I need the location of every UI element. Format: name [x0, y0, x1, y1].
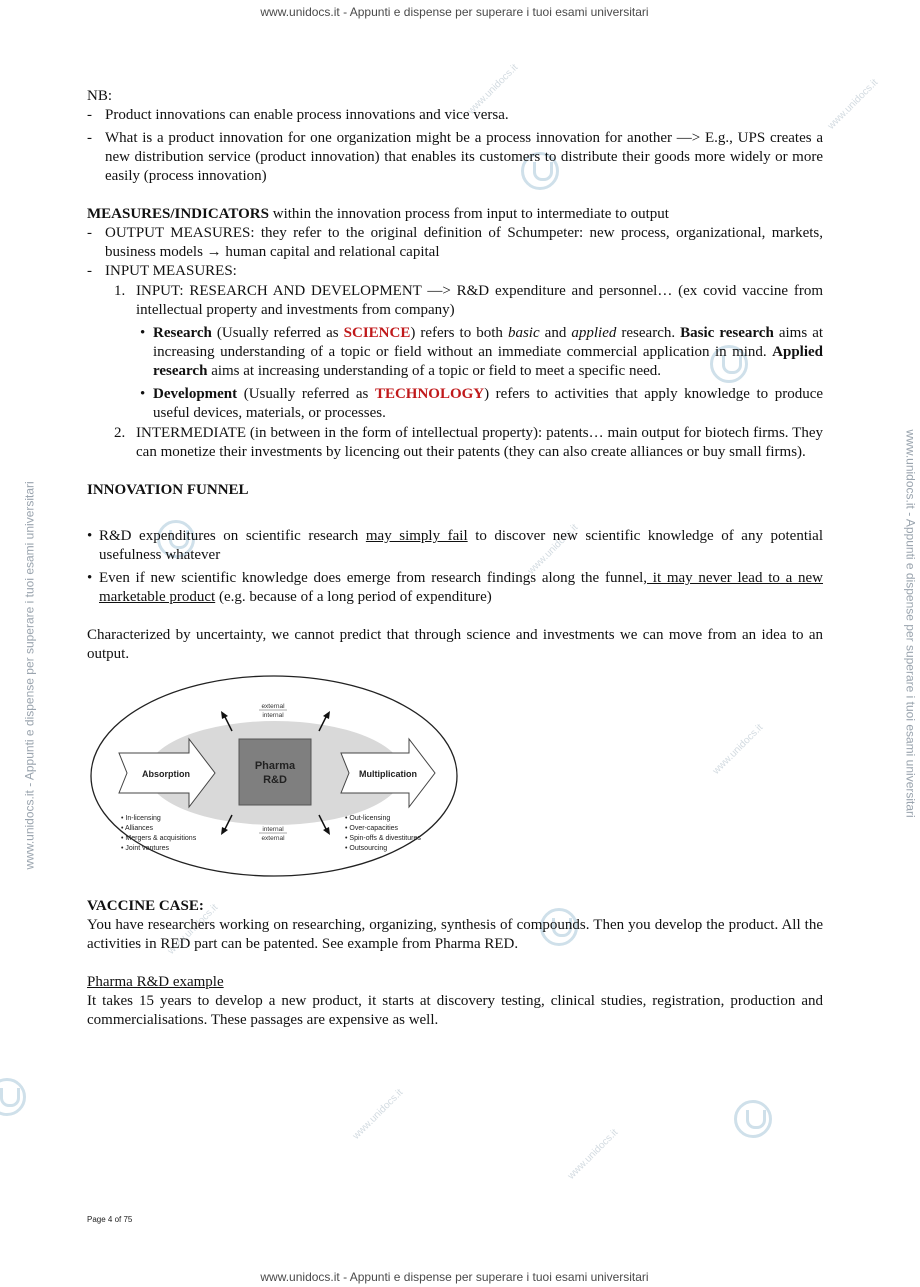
watermark-logo-icon	[734, 1100, 772, 1138]
center-label-line2: R&D	[263, 774, 287, 786]
list-item: - OUTPUT MEASURES: they refer to the original definition of Schumpeter: new process, organizational, markets, business models → human capital and relational capital	[87, 225, 823, 260]
pharma-example-heading: Pharma R&D example	[87, 974, 224, 990]
diagonal-watermark: www.unidocs.it	[165, 902, 221, 957]
absorption-label: Absorption	[142, 769, 190, 779]
diagonal-watermark: www.unidocs.it	[525, 522, 581, 577]
watermark-logo-icon	[0, 1078, 26, 1116]
right-list-item: • Spin-offs & divestitures	[345, 835, 421, 842]
list-item: - What is a product innovation for one organization might be a process innovation for another —> E.g., UPS creates a new distribution service (product innovation) that enables its customers to distribute their goods more widely or more easily (process innovation)	[87, 130, 823, 184]
label-external-top: external	[261, 703, 285, 710]
list-item: - Product innovations can enable process innovations and vice versa.	[87, 107, 509, 123]
right-list-item: • Out-licensing	[345, 815, 391, 822]
side-watermark-right: www.unidocs.it - Appunti e dispense per superare i tuoi esami universitari	[903, 429, 918, 818]
page-header: www.unidocs.it - Appunti e dispense per superare i tuoi esami universitari	[260, 5, 649, 19]
left-list-item: • Mergers & acquisitions	[121, 835, 197, 842]
development-bullet: • Development (Usually referred as TECHNOLOGY) refers to activities that apply knowledge to produce useful devices, materials, or processes.	[140, 386, 824, 421]
left-list-item: • Joint ventures	[121, 845, 169, 852]
research-bullet: • Research (Usually referred as SCIENCE) refers to both basic and applied research. Basic research aims at increasing understanding of a topic or field without an immediate commercial application in mind. Applied research aims at increasing understanding of a topic or field to meet a specific need.	[140, 325, 824, 379]
left-list-item: • In-licensing	[121, 815, 161, 822]
diagonal-watermark: www.unidocs.it	[565, 1127, 621, 1182]
center-label-line1: Pharma	[254, 760, 296, 772]
right-list-item: • Outsourcing	[345, 845, 388, 852]
diagonal-watermark: www.unidocs.it	[710, 722, 766, 777]
right-list-item: • Over-capacities	[345, 825, 399, 832]
diagonal-watermark: www.unidocs.it	[825, 77, 881, 132]
numbered-item: 1. INPUT: RESEARCH AND DEVELOPMENT —> R&D expenditure and personnel… (ex covid vaccine from intellectual property and investments from company)	[114, 283, 823, 318]
funnel-heading: INNOVATION FUNNEL	[87, 482, 249, 498]
page-footer: www.unidocs.it - Appunti e dispense per superare i tuoi esami universitari	[260, 1270, 649, 1284]
diagram-svg	[87, 673, 462, 883]
diagonal-watermark: www.unidocs.it	[350, 1087, 406, 1142]
page-number: Page 4 of 75	[87, 1215, 133, 1224]
multiplication-label: Multiplication	[359, 769, 417, 779]
left-list-item: • Alliances	[121, 825, 154, 832]
nb-title: NB:	[87, 88, 113, 104]
label-internal-top: internal	[262, 712, 284, 719]
diagonal-watermark: www.unidocs.it	[465, 62, 521, 117]
pharma-rd-diagram	[87, 673, 462, 883]
list-item: • Even if new scientific knowledge does emerge from research findings along the funnel, it may never lead to a new marketable product (e.g. because of a long period of expenditure)	[87, 570, 823, 605]
numbered-item: 2. INTERMEDIATE (in between in the form of intellectual property): patents… main output for biotech firms. They can monetize their investments by licencing out their patents (they can also create alliances or buy small firms).	[114, 425, 823, 460]
list-item: • R&D expenditures on scientific research may simply fail to discover new scientific knowledge of any potential usefulness whatever	[87, 528, 823, 563]
vaccine-heading: VACCINE CASE:	[87, 898, 204, 914]
pharma-example-paragraph: It takes 15 years to develop a new product, it starts at discovery testing, clinical studies, registration, production and commercialisations. These passages are expensive as well.	[87, 993, 823, 1028]
document-body	[87, 87, 823, 1030]
list-item: - INPUT MEASURES:	[87, 263, 237, 279]
side-watermark-left: www.unidocs.it - Appunti e dispense per superare i tuoi esami universitari	[22, 481, 37, 870]
funnel-paragraph: Characterized by uncertainty, we cannot predict that through science and investments we can move from an idea to an output.	[87, 627, 823, 662]
label-external-bottom: external	[261, 835, 285, 842]
measures-heading: MEASURES/INDICATORS within the innovation process from input to intermediate to output	[87, 206, 669, 222]
label-internal-bottom: internal	[262, 826, 284, 833]
vaccine-paragraph: You have researchers working on researching, organizing, synthesis of compounds. Then you develop the product. All the activities in RED part can be patented. See example from Pharma RED.	[87, 917, 823, 952]
